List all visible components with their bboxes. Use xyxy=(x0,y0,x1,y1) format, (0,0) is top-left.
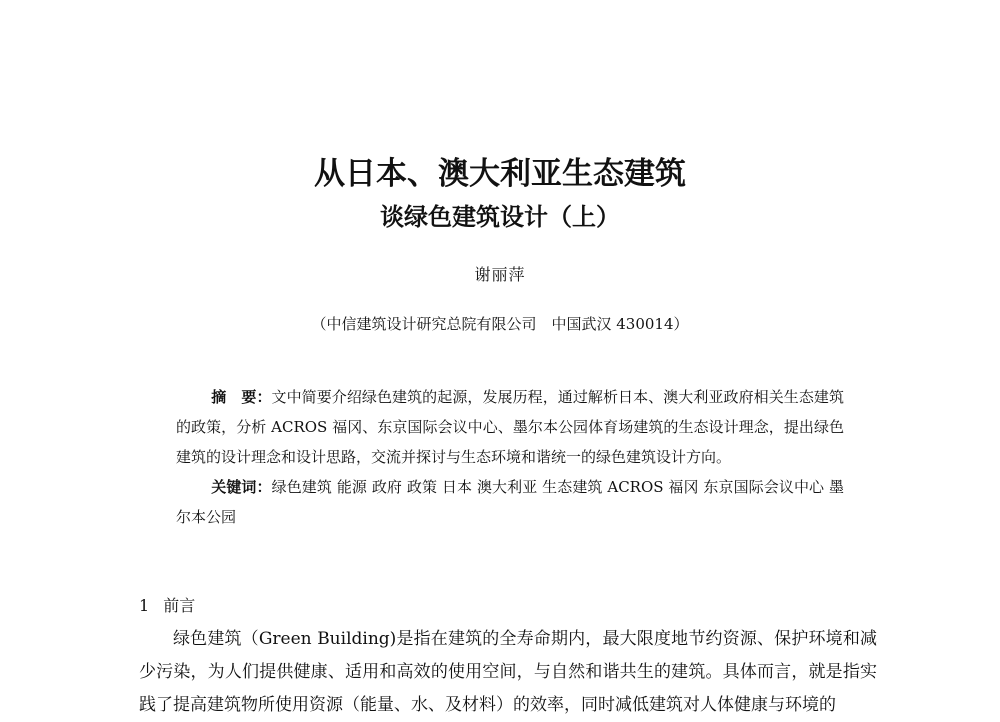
section-number: 1 xyxy=(139,596,150,615)
keywords-paragraph xyxy=(176,472,844,532)
author-name: 谢丽萍 xyxy=(474,265,526,284)
paper-title: 从日本、澳大利亚生态建筑 xyxy=(314,156,686,192)
abstract-paragraph xyxy=(176,382,844,472)
paper-subtitle: 谈绿色建筑设计（上） xyxy=(380,203,620,231)
keywords-text: 绿色建筑 能源 政府 政策 日本 澳大利亚 生态建筑 ACROS 福冈 东京国际会议中心 墨尔本公园 xyxy=(176,478,844,526)
body-text xyxy=(139,623,877,722)
abstract-block xyxy=(176,382,844,532)
body-paragraph: 绿色建筑（Green Building)是指在建筑的全寿命期内，最大限度地节约资源、保护环境和减少污染，为人们提供健康、适用和高效的使用空间，与自然和谐共生的建筑。具体而言，就是指实践了提高建筑物所使用资源（能量、水、及材料）的效率，同时减低建筑对人体健康与环境的 xyxy=(139,629,877,715)
keywords-label: 关键词： xyxy=(211,478,272,496)
section-title: 前言 xyxy=(163,596,196,615)
author-affiliation: （中信建筑设计研究总院有限公司 中国武汉 430014） xyxy=(311,315,689,333)
abstract-label: 摘 要： xyxy=(211,388,272,406)
abstract-text: 文中简要介绍绿色建筑的起源，发展历程，通过解析日本、澳大利亚政府相关生态建筑的政策，分析 ACROS 福冈、东京国际会议中心、墨尔本公园体育场建筑的生态设计理念，提出绿色建筑的设计理念和设计思路，交流并探讨与生态环境和谐统一的绿色建筑设计方向。 xyxy=(176,388,844,466)
section-heading xyxy=(139,592,195,620)
